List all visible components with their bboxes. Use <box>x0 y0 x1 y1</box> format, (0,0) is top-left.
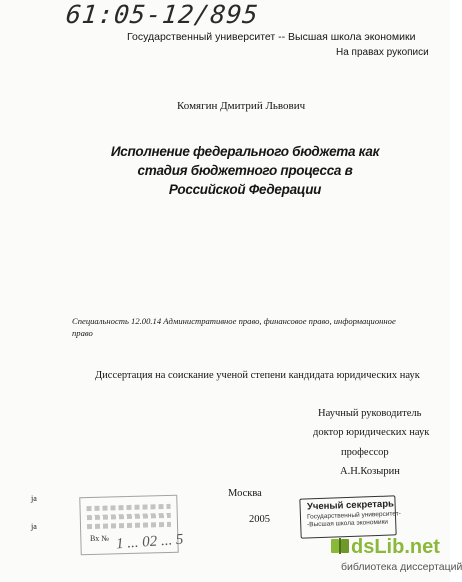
dissertation-title: Исполнение федерального бюджета как стадия бюджетного процесса в Российской Федерации <box>110 144 380 197</box>
city: Москва <box>228 488 262 499</box>
author-name: Комягин Дмитрий Львович <box>177 100 306 112</box>
advisor-degree: доктор юридических наук <box>313 427 430 438</box>
secretary-stamp-line: -Высшая школа экономики <box>306 518 389 529</box>
handwritten-catalog-number: 61:05-12/895 <box>64 0 261 29</box>
margin-mark: ja <box>31 522 37 531</box>
secretary-stamp-line: Государственный университет- <box>306 510 402 521</box>
watermark-brand[interactable]: dsLib.net <box>351 536 440 558</box>
stamp-number-label: Вх № <box>90 534 109 543</box>
university-name: Государственный университет -- Высшая школа экономики <box>127 31 416 43</box>
secretary-stamp-title: Ученый секретарь <box>306 498 395 513</box>
watermark-subtitle: библиотека диссертаций <box>341 561 462 573</box>
rights-notice: На правах рукописи <box>336 47 429 58</box>
margin-mark: ja <box>31 494 37 503</box>
advisor-rank: профессор <box>341 447 389 458</box>
book-icon <box>329 535 351 557</box>
dissertation-degree-line: Диссертация на соискание ученой степени кандидата юридических наук <box>95 370 420 381</box>
specialty-line: Специальность 12.00.14 Административное право, финансовое право, информационное право <box>72 316 396 338</box>
stamp-handwriting: 1 ... 02 ... 5 <box>115 531 184 553</box>
year: 2005 <box>249 514 270 525</box>
advisor-name: А.Н.Козырин <box>340 466 400 477</box>
advisor-role: Научный руководитель <box>318 408 422 419</box>
